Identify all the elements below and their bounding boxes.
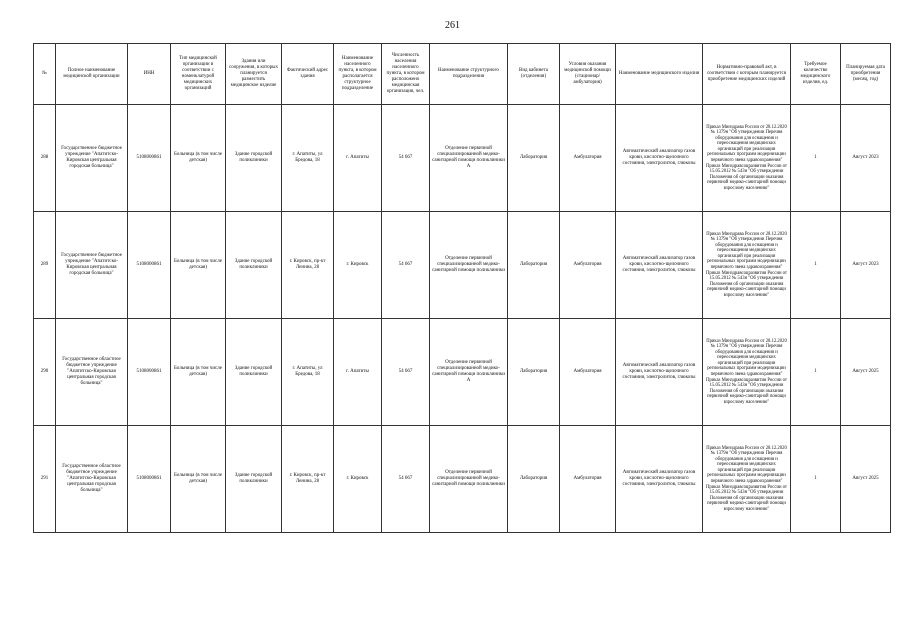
inn-cell: 5108000861 bbox=[128, 212, 171, 319]
column-header: ИНН bbox=[128, 44, 171, 105]
building-cell: Здание городской поликлиники bbox=[226, 212, 282, 319]
locality-cell: г. Апатиты bbox=[334, 105, 382, 212]
cabinet-cell: Лаборатория bbox=[508, 212, 560, 319]
date-cell: Август 2023 bbox=[841, 212, 891, 319]
address-cell: г. Кировск, пр-кт Ленина, 28 bbox=[282, 212, 334, 319]
locality-cell: г. Кировск bbox=[334, 212, 382, 319]
column-header: Фактический адрес здания bbox=[282, 44, 334, 105]
org-name-cell: Государственное бюджетное учреждение "Апатитско-Кировская центральная городская больница" bbox=[56, 105, 128, 212]
population-cell: 54 667 bbox=[382, 426, 430, 533]
unit-cell: Отделение первичной специализированной медико-санитарной помощи поликлиники bbox=[430, 212, 508, 319]
date-cell: Август 2025 bbox=[841, 426, 891, 533]
row-number: 288 bbox=[34, 105, 56, 212]
conditions-cell: Амбулатория bbox=[560, 105, 616, 212]
org-type-cell: Больница (в том числе детская) bbox=[171, 212, 226, 319]
locality-cell: г. Кировск bbox=[334, 426, 382, 533]
conditions-cell: Амбулатория bbox=[560, 319, 616, 426]
column-header: Вид кабинета (отделения) bbox=[508, 44, 560, 105]
table-row bbox=[34, 105, 891, 212]
quantity-cell: 1 bbox=[791, 426, 841, 533]
table-row bbox=[34, 212, 891, 319]
org-type-cell: Больница (в том числе детская) bbox=[171, 426, 226, 533]
row-number: 289 bbox=[34, 212, 56, 319]
org-name-cell: Государственное областное бюджетное учреждение "Апатитско-Кировская центральная городская больница" bbox=[56, 319, 128, 426]
legal-act-cell: Приказ Минздрава России от 28.12.2020 № 1379н "Об утверждении Перечня оборудования для оснащения и переоснащения медицинских организаций при реализации региональных программ модернизации первичного звена здравоохранения" Приказ Минздравсоцразвития России от 15.05.2012 № 543н "Об утверждении Положения об организации оказания первичной медико-санитарной помощи взрослому населению" bbox=[703, 105, 791, 212]
date-cell: Август 2023 bbox=[841, 105, 891, 212]
quantity-cell: 1 bbox=[791, 105, 841, 212]
address-cell: г. Кировск, пр-кт Ленина, 28 bbox=[282, 426, 334, 533]
device-cell: Автоматический анализатор газов крови, кислотно-щелочного состояния, электролитов, глюкозы bbox=[616, 426, 703, 533]
unit-cell: Отделение первичной специализированной медико-санитарной помощи поликлиники А bbox=[430, 105, 508, 212]
cabinet-cell: Лаборатория bbox=[508, 319, 560, 426]
column-header: Тип медицинской организации в соответствии с номенклатурой медицинских организаций bbox=[171, 44, 226, 105]
inn-cell: 5108000861 bbox=[128, 426, 171, 533]
column-header: Наименование населенного пункта, в котором располагается структурное подразделение bbox=[334, 44, 382, 105]
device-cell: Автоматический анализатор газов крови, кислотно-щелочного состояния, электролитов, глюкозы bbox=[616, 212, 703, 319]
column-header: Нормативно-правовой акт, в соответствии с которым планируется приобретение медицинских изделий bbox=[703, 44, 791, 105]
unit-cell: Отделение первичной специализированной медико-санитарной помощи поликлиники bbox=[430, 426, 508, 533]
row-number: 291 bbox=[34, 426, 56, 533]
building-cell: Здание городской поликлиники bbox=[226, 319, 282, 426]
conditions-cell: Амбулатория bbox=[560, 426, 616, 533]
cabinet-cell: Лаборатория bbox=[508, 105, 560, 212]
column-header: Наименование структурного подразделения bbox=[430, 44, 508, 105]
table-header-row bbox=[34, 44, 891, 105]
column-header: Условия оказания медицинской помощи (стационар/амбулатория) bbox=[560, 44, 616, 105]
address-cell: г. Апатиты, ул Бредова, 18 bbox=[282, 319, 334, 426]
page-number: 261 bbox=[445, 20, 460, 31]
org-name-cell: Государственное областное бюджетное учреждение "Апатитско-Кировская центральная городская больница" bbox=[56, 426, 128, 533]
population-cell: 54 667 bbox=[382, 319, 430, 426]
population-cell: 54 667 bbox=[382, 212, 430, 319]
table-row bbox=[34, 319, 891, 426]
org-name-cell: Государственное бюджетное учреждение "Апатитско-Кировская центральная городская больница" bbox=[56, 212, 128, 319]
inn-cell: 5108000861 bbox=[128, 105, 171, 212]
column-header: Планируемая дата приобретения (месяц, год) bbox=[841, 44, 891, 105]
device-cell: Автоматический анализатор газов крови, кислотно-щелочного состояния, электролитов, глюкозы bbox=[616, 105, 703, 212]
org-type-cell: Больница (в том числе детская) bbox=[171, 319, 226, 426]
device-cell: Автоматический анализатор газов крови, кислотно-щелочного состояния, электролитов, глюкозы bbox=[616, 319, 703, 426]
cabinet-cell: Лаборатория bbox=[508, 426, 560, 533]
column-header: Требуемое количество медицинского изделия, ед. bbox=[791, 44, 841, 105]
building-cell: Здание городской поликлиники bbox=[226, 105, 282, 212]
unit-cell: Отделение первичной специализированной медико-санитарной помощи поликлиники А bbox=[430, 319, 508, 426]
building-cell: Здание городской поликлиники bbox=[226, 426, 282, 533]
column-header: Здания или сооружения, в которых планируется разместить медицинское изделие bbox=[226, 44, 282, 105]
inn-cell: 5108000861 bbox=[128, 319, 171, 426]
date-cell: Август 2025 bbox=[841, 319, 891, 426]
locality-cell: г. Апатиты bbox=[334, 319, 382, 426]
population-cell: 54 667 bbox=[382, 105, 430, 212]
column-header: Полное наименование медицинской организации bbox=[56, 44, 128, 105]
legal-act-cell: Приказ Минздрава России от 28.12.2020 № 1379н "Об утверждении Перечня оборудования для оснащения и переоснащения медицинских организаций при реализации региональных программ модернизации первичного звена здравоохранения" Приказ Минздравсоцразвития России от 15.05.2012 № 543н "Об утверждении Положения об организации оказания первичной медико-санитарной помощи взрослому населению" bbox=[703, 426, 791, 533]
column-header: № bbox=[34, 44, 56, 105]
address-cell: г. Апатиты, ул Бредова, 18 bbox=[282, 105, 334, 212]
quantity-cell: 1 bbox=[791, 212, 841, 319]
conditions-cell: Амбулатория bbox=[560, 212, 616, 319]
column-header: Численность населения населенного пункта, в котором расположено медицинская организация, чел. bbox=[382, 44, 430, 105]
row-number: 290 bbox=[34, 319, 56, 426]
org-type-cell: Больница (в том числе детская) bbox=[171, 105, 226, 212]
column-header: Наименование медицинского изделия bbox=[616, 44, 703, 105]
legal-act-cell: Приказ Минздрава России от 28.12.2020 № 1379н "Об утверждении Перечня оборудования для оснащения и переоснащения медицинских организаций при реализации региональных программ модернизации первичного звена здравоохранения" Приказ Минздравсоцразвития России от 15.05.2012 № 543н "Об утверждении Положения об организации оказания первичной медико-санитарной помощи взрослому населению" bbox=[703, 212, 791, 319]
equipment-table bbox=[33, 43, 891, 533]
quantity-cell: 1 bbox=[791, 319, 841, 426]
table-row bbox=[34, 426, 891, 533]
legal-act-cell: Приказ Минздрава России от 28.12.2020 № 1379н "Об утверждении Перечня оборудования для оснащения и переоснащения медицинских организаций при реализации региональных программ модернизации первичного звена здравоохранения" Приказ Минздравсоцразвития России от 15.05.2012 № 543н "Об утверждении Положения об организации оказания первичной медико-санитарной помощи взрослому населению" bbox=[703, 319, 791, 426]
